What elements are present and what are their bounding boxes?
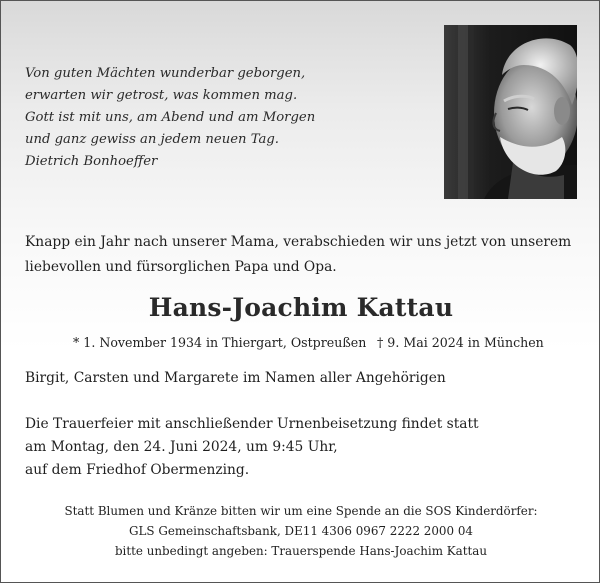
family-signature: Birgit, Carsten und Margarete im Namen aller Angehörigen <box>25 370 446 386</box>
death-date: † 9. Mai 2024 in München <box>377 335 544 350</box>
poem-line: und ganz gewiss an jedem neuen Tag. <box>25 132 279 147</box>
intro-line: Knapp ein Jahr nach unserer Mama, verabschieden wir uns jetzt von unserem <box>25 234 572 250</box>
poem-line: Von guten Mächten wunderbar geborgen, <box>25 66 306 81</box>
poem-line: Gott ist mit uns, am Abend und am Morgen <box>25 110 316 125</box>
poem-line: erwarten wir getrost, was kommen mag. <box>25 88 298 103</box>
funeral-info <box>25 413 479 482</box>
deceased-name: Hans-Joachim Kattau <box>148 293 454 322</box>
funeral-line: am Montag, den 24. Juni 2024, um 9:45 Uhr, <box>25 439 338 455</box>
intro-text <box>25 230 585 280</box>
poem <box>25 63 425 173</box>
donation-line: Statt Blumen und Kränze bitten wir um eine Spende an die SOS Kinderdörfer: <box>64 504 538 518</box>
donation-line: bitte unbedingt angeben: Trauerspende Hans-Joachim Kattau <box>114 544 488 558</box>
donation-line: GLS Gemeinschaftsbank, DE11 4306 0967 2222 2000 04 <box>129 524 473 538</box>
portrait-icon <box>444 25 577 199</box>
birth-date: * 1. November 1934 in Thiergart, Ostpreußen <box>73 335 367 350</box>
funeral-line: auf dem Friedhof Obermenzing. <box>25 462 250 478</box>
poem-author: Dietrich Bonhoeffer <box>25 154 158 169</box>
intro-line: liebevollen und fürsorglichen Papa und Opa. <box>25 259 337 275</box>
funeral-line: Die Trauerfeier mit anschließender Urnenbeisetzung findet statt <box>25 416 479 432</box>
portrait-photo <box>444 25 577 199</box>
donation-info <box>1 501 600 561</box>
